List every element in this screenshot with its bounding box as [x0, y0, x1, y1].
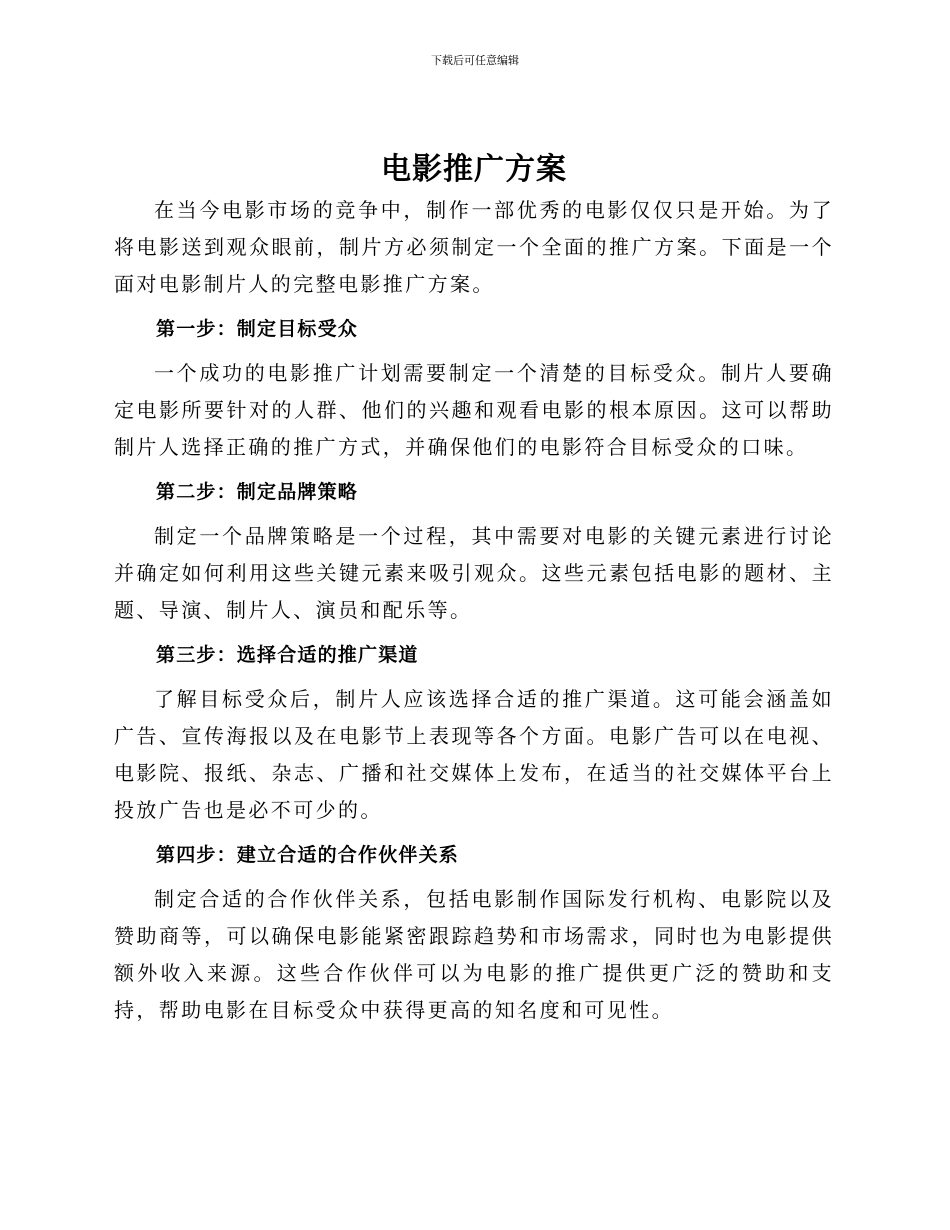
section-heading: 第一步：制定目标受众 — [156, 318, 359, 340]
section-paragraph: 制定一个品牌策略是一个过程，其中需要对电影的关键元素进行讨论并确定如何利用这些关键元素来吸引观众。这些元素包括电影的题材、主题、导演、制片人、演员和配乐等。 — [114, 524, 834, 622]
section-paragraph: 一个成功的电影推广计划需要制定一个清楚的目标受众。制片人要确定电影所要针对的人群、他们的兴趣和观看电影的根本原因。这可以帮助制片人选择正确的推广方式，并确保他们的电影符合目标受众的口味。 — [114, 361, 834, 459]
section-heading: 第二步：制定品牌策略 — [156, 481, 359, 503]
section-paragraph: 制定合适的合作伙伴关系，包括电影制作国际发行机构、电影院以及赞助商等，可以确保电影能紧密跟踪趋势和市场需求，同时也为电影提供额外收入来源。这些合作伙伴可以为电影的推广提供更广泛的赞助和支持，帮助电影在目标受众中获得更高的知名度和可见性。 — [114, 887, 834, 1022]
section-1 — [114, 315, 834, 466]
section-2 — [114, 478, 834, 629]
intro-paragraph: 在当今电影市场的竞争中，制作一部优秀的电影仅仅只是开始。为了将电影送到观众眼前，制片方必须制定一个全面的推广方案。下面是一个面对电影制片人的完整电影推广方案。 — [114, 198, 834, 296]
section-heading: 第四步：建立合适的合作伙伴关系 — [156, 844, 460, 866]
header-note: 下载后可任意编辑 — [431, 54, 519, 67]
section-4 — [114, 841, 834, 1029]
document-body — [114, 148, 834, 1029]
section-paragraph: 了解目标受众后，制片人应该选择合适的推广渠道。这可能会涵盖如广告、宣传海报以及在电影节上表现等各个方面。电影广告可以在电视、电影院、报纸、杂志、广播和社交媒体上发布，在适当的社交媒体平台上投放广告也是必不可少的。 — [114, 687, 834, 822]
section-3 — [114, 641, 834, 829]
section-heading: 第三步：选择合适的推广渠道 — [156, 644, 419, 666]
document-title: 电影推广方案 — [381, 152, 567, 187]
